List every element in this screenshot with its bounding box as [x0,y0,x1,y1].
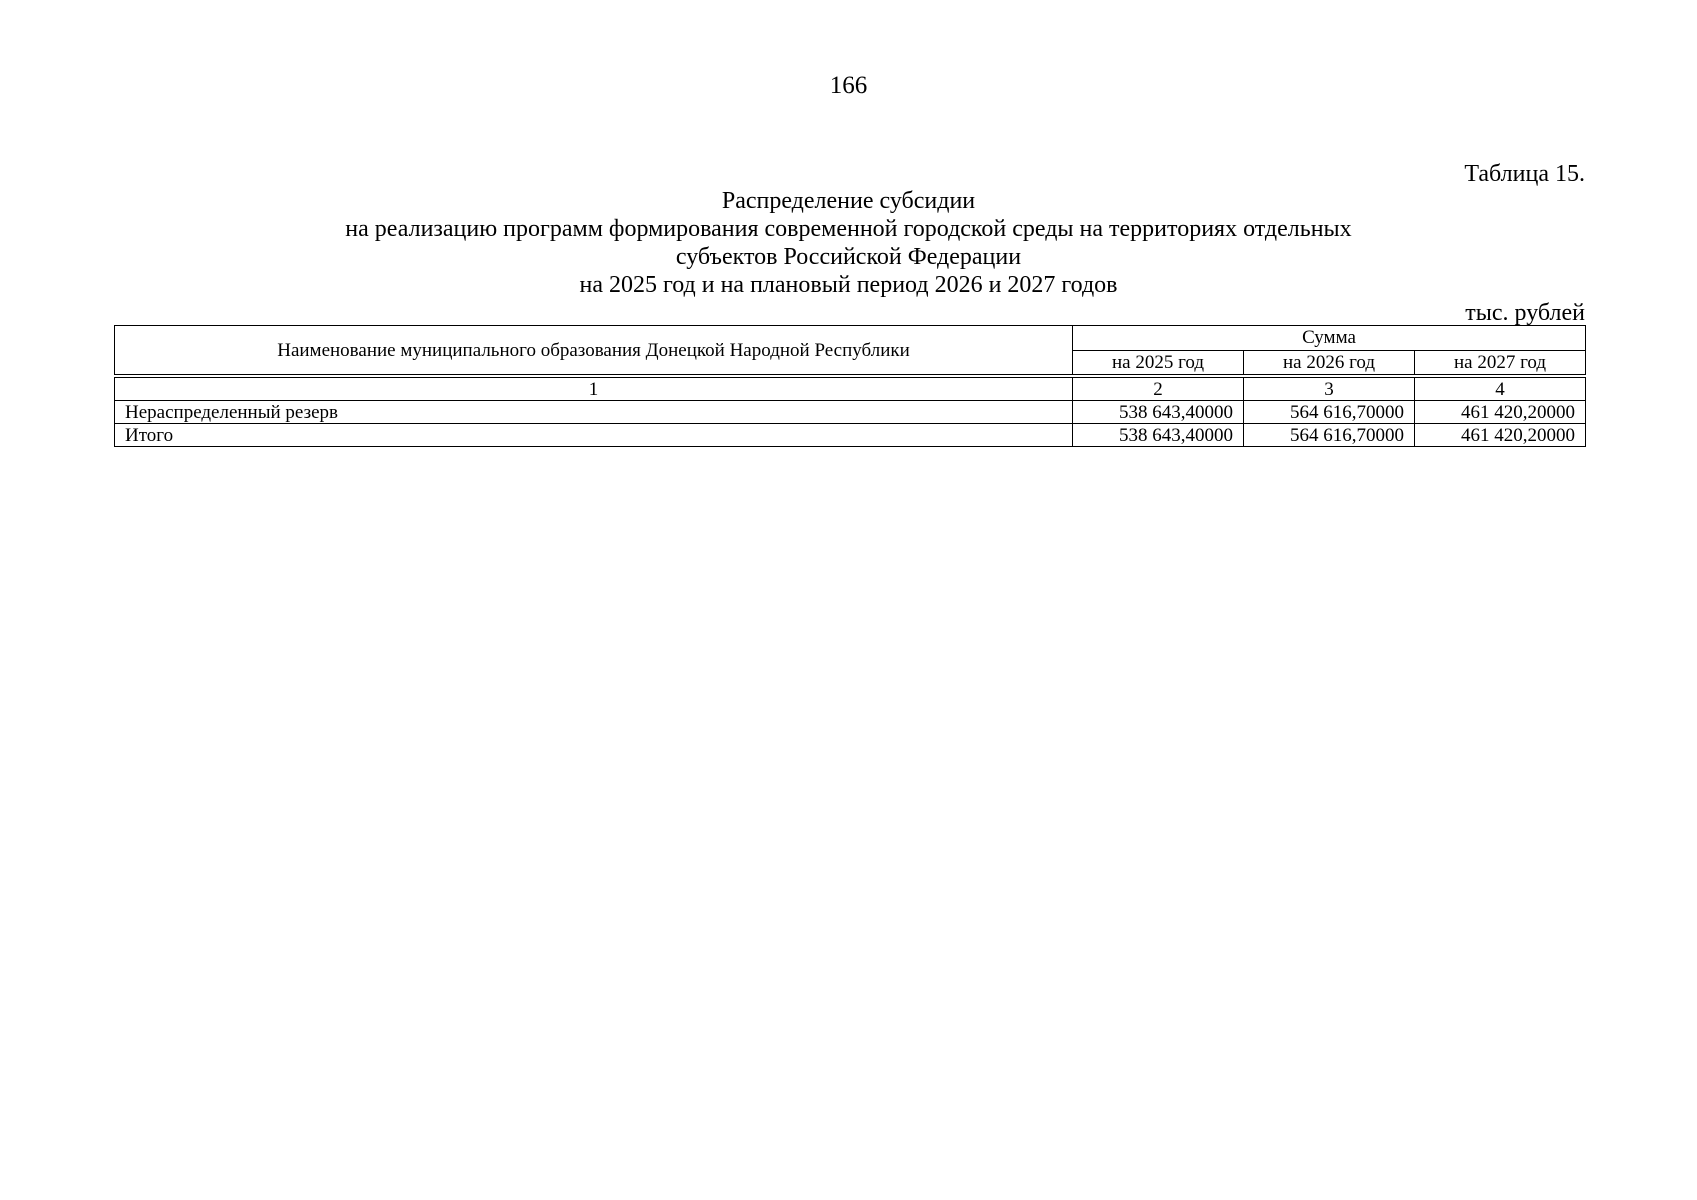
row-value-2025: 538 643,40000 [1073,401,1244,424]
total-value-2027: 461 420,20000 [1415,424,1586,447]
header-sum-group: Сумма [1073,326,1586,351]
column-numbers-row [115,378,1586,401]
total-row-name: Итого [115,424,1073,447]
column-number-1: 1 [115,378,1073,401]
table-row [115,401,1586,424]
row-value-2027: 461 420,20000 [1415,401,1586,424]
header-year-2027: на 2027 год [1415,350,1586,375]
page-number: 166 [829,72,868,99]
total-value-2026: 564 616,70000 [1244,424,1415,447]
title-line-1: Распределение субсидии [721,188,976,214]
table-label: Таблица 15. [1464,161,1585,187]
column-number-2: 2 [1073,378,1244,401]
table-row-total [115,424,1586,447]
title-line-2: на реализацию программ формирования современной городской среды на территориях отдельных [345,216,1352,242]
document-title [0,187,1697,299]
row-name: Нераспределенный резерв [115,401,1073,424]
header-year-2025: на 2025 год [1073,350,1244,375]
title-line-4: на 2025 год и на плановый период 2026 и 2027 годов [579,272,1118,298]
column-number-3: 3 [1244,378,1415,401]
table-header-row [115,326,1586,351]
header-municipality-name: Наименование муниципального образования Донецкой Народной Республики [115,326,1073,375]
subsidy-distribution-table [114,325,1586,447]
column-number-4: 4 [1415,378,1586,401]
title-line-3: субъектов Российской Федерации [675,244,1022,270]
row-value-2026: 564 616,70000 [1244,401,1415,424]
header-year-2026: на 2026 год [1244,350,1415,375]
total-value-2025: 538 643,40000 [1073,424,1244,447]
units-label: тыс. рублей [1465,300,1585,326]
